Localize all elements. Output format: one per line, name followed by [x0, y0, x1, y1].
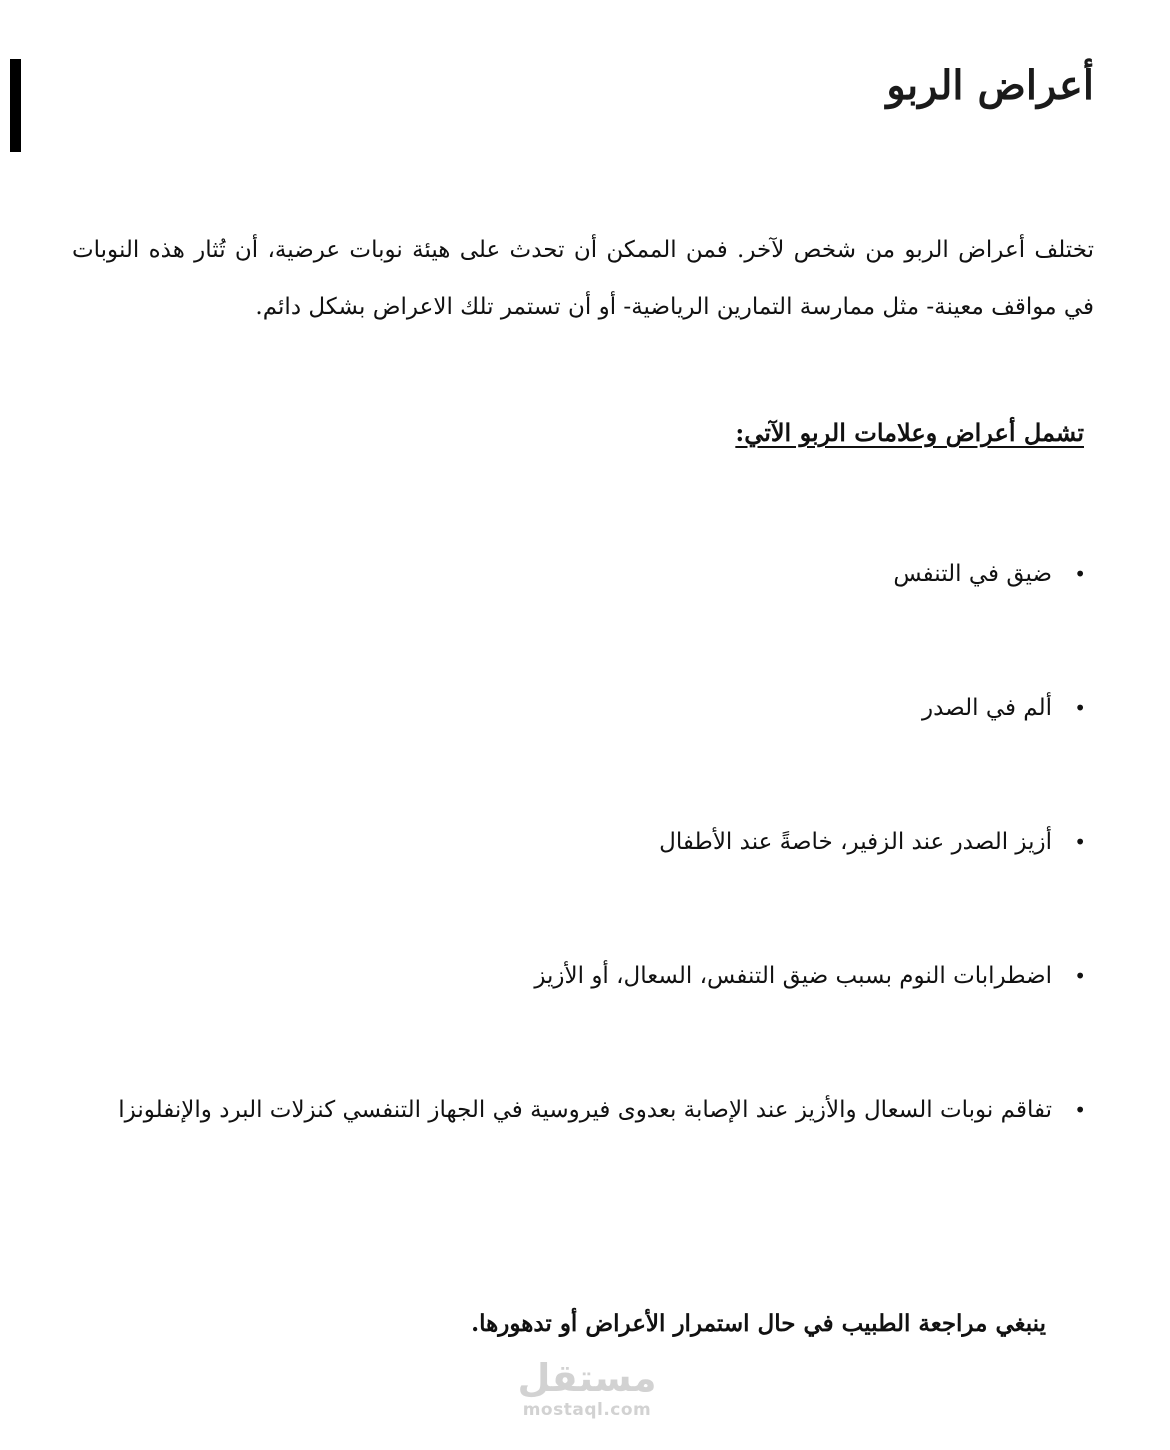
intro-paragraph: تختلف أعراض الربو من شخص لآخر. فمن الممكن أن تحدث على هيئة نوبات عرضية، أن تُثار هذه النوبات في مواقف معينة- مثل ممارسة التمارين الرياضية- أو أن تستمر تلك الاعراض بشكل دائم.: [72, 237, 1094, 320]
list-item: [118, 682, 1086, 816]
margin-bar-decoration: [10, 59, 21, 152]
bullet-icon: •: [1074, 562, 1086, 586]
list-item: [118, 1084, 1086, 1218]
advice-note: ينبغي مراجعة الطبيب في حال استمرار الأعراض أو تدهورها.: [471, 1310, 1046, 1337]
symptoms-list: [118, 548, 1086, 1218]
symptom-text: ألم في الصدر: [921, 695, 1052, 721]
bullet-icon: •: [1074, 964, 1086, 988]
list-item: [118, 548, 1086, 682]
watermark-latin-text: mostaql.com: [522, 1400, 652, 1420]
symptom-text: اضطرابات النوم بسبب ضيق التنفس، السعال، أو الأزيز: [534, 963, 1052, 989]
list-item: [118, 816, 1086, 950]
watermark-arabic-logo: مستقل: [517, 1356, 657, 1400]
list-item: [118, 950, 1086, 1084]
symptom-text: ضيق في التنفس: [893, 561, 1052, 587]
symptom-text: تفاقم نوبات السعال والأزيز عند الإصابة بعدوى فيروسية في الجهاز التنفسي كنزلات البرد والإنفلونزا: [118, 1097, 1052, 1123]
page-title: أعراض الربو: [886, 62, 1094, 109]
bullet-icon: •: [1074, 696, 1086, 720]
bullet-icon: •: [1074, 830, 1086, 854]
mostaql-watermark: [512, 1356, 662, 1420]
symptom-text: أزيز الصدر عند الزفير، خاصةً عند الأطفال: [659, 829, 1052, 855]
symptoms-heading: تشمل أعراض وعلامات الربو الآتي:: [735, 418, 1084, 447]
bullet-icon: •: [1074, 1098, 1086, 1122]
